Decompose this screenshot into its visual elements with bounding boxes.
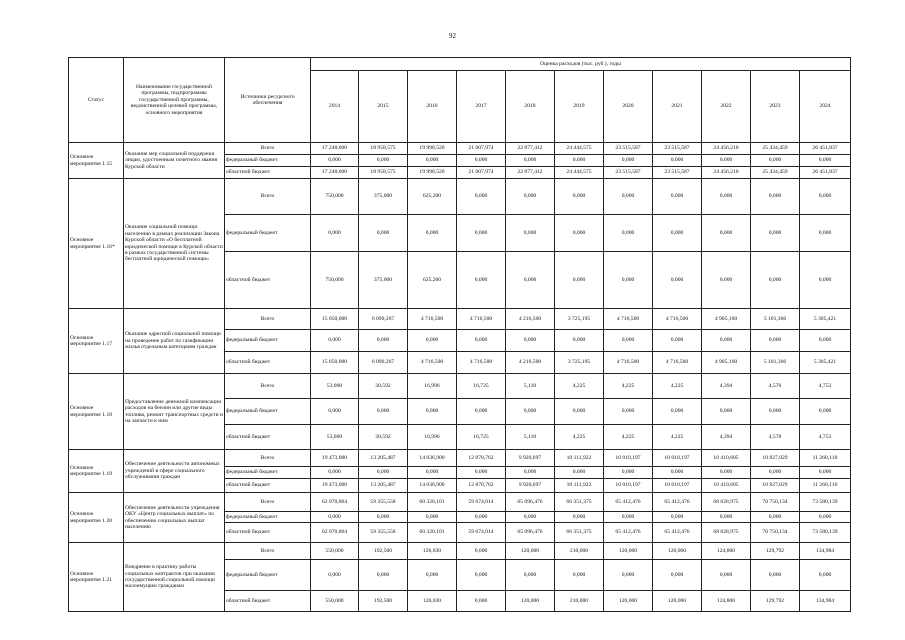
amount-cell: 0,000 [555,560,604,591]
amount-cell: 0,000 [506,330,555,352]
amount-cell: 4 716,500 [653,352,702,374]
amount-cell: 0,000 [653,512,702,523]
amount-cell: 0,000 [702,512,751,523]
amount-cell: 59 355,558 [359,523,408,543]
amount-cell: 0,000 [653,467,702,479]
amount-cell: 134,984 [800,543,851,560]
amount-cell: 5 305,421 [800,309,851,330]
amount-cell: 550,000 [311,591,359,612]
event-name: Оказание мер социальной поддержки лицам, удостоенным почетного звания Курской области [124,143,225,179]
amount-cell: 0,000 [555,399,604,425]
amount-cell: 192,500 [359,591,408,612]
amount-cell: 4,394 [702,425,751,450]
amount-cell: 24 444,575 [555,143,604,155]
amount-cell: 0,000 [604,512,653,523]
funding-source: федеральный бюджет [225,215,311,252]
header-source: Источники ресурсного обеспечения [225,58,311,143]
amount-cell: 120,000 [604,543,653,560]
amount-cell: 62 070,864 [311,523,359,543]
amount-cell: 65 412,476 [653,493,702,512]
page-number: 92 [449,32,456,40]
amount-cell: 0,000 [408,512,457,523]
amount-cell: 0,000 [604,467,653,479]
amount-cell: 12 878,762 [457,479,506,493]
budget-table [68,57,851,612]
amount-cell: 0,000 [311,155,359,167]
amount-cell: 0,000 [311,330,359,352]
amount-cell: 0,000 [751,252,800,309]
amount-cell: 0,000 [506,467,555,479]
amount-cell: 4 716,500 [604,309,653,330]
amount-cell: 17 248,000 [311,167,359,179]
amount-cell: 10 010,197 [604,450,653,467]
amount-cell: 0,000 [751,560,800,591]
amount-cell: 0,000 [457,179,506,215]
amount-cell: 16,996 [408,425,457,450]
amount-cell: 16,996 [408,374,457,399]
event-status: Основное мероприятие 1.17 [69,309,124,374]
amount-cell: 0,000 [311,512,359,523]
amount-cell: 70 750,134 [751,493,800,512]
header-year: 2024 [800,71,851,143]
amount-cell: 14 036,900 [408,450,457,467]
amount-cell: 23 515,587 [653,143,702,155]
amount-cell: 25 434,459 [751,167,800,179]
amount-cell: 210,000 [555,543,604,560]
funding-source: федеральный бюджет [225,512,311,523]
amount-cell: 750,000 [311,252,359,309]
amount-cell: 18 958,575 [359,167,408,179]
amount-cell: 0,000 [751,330,800,352]
funding-source: областной бюджет [225,425,311,450]
event-status: Основное мероприятие 1.18 [69,374,124,450]
amount-cell: 19 473,000 [311,450,359,467]
header-year: 2014 [311,71,359,143]
amount-cell: 21 007,974 [457,143,506,155]
amount-cell: 16,725 [457,425,506,450]
amount-cell: 120,000 [653,543,702,560]
amount-cell: 65 096,476 [506,493,555,512]
event-status: Основное мероприятие 1.20 [69,493,124,543]
amount-cell: 0,000 [800,399,851,425]
amount-cell: 0,000 [359,467,408,479]
amount-cell: 0,000 [359,155,408,167]
amount-cell: 15 050,000 [311,352,359,374]
amount-cell: 4,225 [653,374,702,399]
amount-cell: 4,570 [751,374,800,399]
amount-cell: 4 216,500 [506,309,555,330]
amount-cell: 6 090,267 [359,309,408,330]
amount-cell: 0,000 [653,155,702,167]
amount-cell: 65 412,476 [653,523,702,543]
amount-cell: 0,000 [800,560,851,591]
amount-cell: 65 096,476 [506,523,555,543]
amount-cell: 0,000 [702,330,751,352]
amount-cell: 23 515,587 [604,167,653,179]
amount-cell: 13 205,487 [359,479,408,493]
amount-cell: 120,000 [506,543,555,560]
amount-cell: 0,000 [359,560,408,591]
amount-cell: 550,000 [311,543,359,560]
amount-cell: 68 028,975 [702,493,751,512]
amount-cell: 0,000 [457,215,506,252]
amount-cell: 22 877,412 [506,167,555,179]
amount-cell: 21 007,974 [457,167,506,179]
amount-cell: 210,000 [555,591,604,612]
amount-cell: 3 725,195 [555,352,604,374]
amount-cell: 17 248,000 [311,143,359,155]
amount-cell: 0,000 [555,155,604,167]
header-year: 2015 [359,71,408,143]
amount-cell: 129,792 [751,543,800,560]
header-status: Статус [69,58,124,143]
amount-cell: 4,225 [555,425,604,450]
event-name: Обеспечение деятельности учреждения ОКУ «Центр социальных выплат» по обеспечению социальных выплат населению [124,493,225,543]
amount-cell: 625,200 [408,252,457,309]
amount-cell: 5,110 [506,374,555,399]
amount-cell: 0,000 [751,155,800,167]
amount-cell: 0,000 [408,215,457,252]
funding-source: федеральный бюджет [225,560,311,591]
amount-cell: 60 320,101 [408,523,457,543]
amount-cell: 0,000 [359,399,408,425]
amount-cell: 0,000 [457,252,506,309]
amount-cell: 0,000 [506,399,555,425]
funding-source: Всего [225,543,311,560]
funding-source: Всего [225,374,311,399]
amount-cell: 66 351,375 [555,493,604,512]
amount-cell: 0,000 [555,252,604,309]
event-name: Оказание социальной помощи населению в рамках реализации Закона Курской области «О бесплатной юридической помощи в Курской области в рамках государственной системы бесплатной юридической помощи» [124,179,225,309]
amount-cell: 15 050,000 [311,309,359,330]
table-row [69,493,851,512]
table-row [69,374,851,399]
amount-cell: 375,000 [359,252,408,309]
amount-cell: 0,000 [311,399,359,425]
amount-cell: 5,110 [506,425,555,450]
amount-cell: 0,000 [555,330,604,352]
amount-cell: 0,000 [800,179,851,215]
funding-source: федеральный бюджет [225,399,311,425]
amount-cell: 10 410,605 [702,450,751,467]
amount-cell: 0,000 [457,467,506,479]
header-year: 2022 [702,71,751,143]
amount-cell: 24 456,210 [702,143,751,155]
amount-cell: 0,000 [702,215,751,252]
amount-cell: 120,000 [506,591,555,612]
amount-cell: 0,000 [751,179,800,215]
amount-cell: 18 958,575 [359,143,408,155]
table-row [69,179,851,215]
funding-source: Всего [225,143,311,155]
funding-source: областной бюджет [225,352,311,374]
amount-cell: 0,000 [702,155,751,167]
amount-cell: 65 412,476 [604,523,653,543]
header-name: Наименование государственной программы, подпрограммы государственной программы, ведомственной целевой программы, основного мероприятия [124,58,225,143]
amount-cell: 0,000 [702,399,751,425]
amount-cell: 73 580,139 [800,493,851,512]
amount-cell: 12 878,762 [457,450,506,467]
amount-cell: 4 716,500 [457,352,506,374]
amount-cell: 0,000 [555,512,604,523]
amount-cell: 0,000 [702,467,751,479]
amount-cell: 22 877,412 [506,143,555,155]
amount-cell: 0,000 [800,330,851,352]
amount-cell: 4,225 [604,374,653,399]
amount-cell: 0,000 [457,543,506,560]
amount-cell: 59 355,558 [359,493,408,512]
amount-cell: 0,000 [604,179,653,215]
amount-cell: 0,000 [311,560,359,591]
amount-cell: 10 111,922 [555,450,604,467]
amount-cell: 0,000 [555,215,604,252]
amount-cell: 24 444,575 [555,167,604,179]
amount-cell: 10 410,605 [702,479,751,493]
amount-cell: 0,000 [751,467,800,479]
amount-cell: 0,000 [751,215,800,252]
amount-cell: 126,030 [408,591,457,612]
amount-cell: 19 473,000 [311,479,359,493]
funding-source: Всего [225,450,311,467]
amount-cell: 4,394 [702,374,751,399]
amount-cell: 0,000 [311,467,359,479]
amount-cell: 4,225 [555,374,604,399]
amount-cell: 0,000 [653,252,702,309]
amount-cell: 19 998,520 [408,167,457,179]
amount-cell: 73 580,139 [800,523,851,543]
amount-cell: 0,000 [751,512,800,523]
amount-cell: 4 905,160 [702,309,751,330]
amount-cell: 124,800 [702,543,751,560]
amount-cell: 0,000 [506,179,555,215]
amount-cell: 0,000 [702,252,751,309]
amount-cell: 16,725 [457,374,506,399]
amount-cell: 53,000 [311,425,359,450]
amount-cell: 4 716,500 [408,309,457,330]
table-row [69,543,851,560]
event-status: Основное мероприятие 1.15 [69,143,124,179]
amount-cell: 4 716,500 [653,309,702,330]
amount-cell: 23 515,587 [604,143,653,155]
amount-cell: 10 827,029 [751,479,800,493]
amount-cell: 0,000 [359,512,408,523]
amount-cell: 134,984 [800,591,851,612]
amount-cell: 30,592 [359,374,408,399]
amount-cell: 124,800 [702,591,751,612]
amount-cell: 10 010,197 [604,479,653,493]
amount-cell: 59 674,014 [457,493,506,512]
amount-cell: 0,000 [702,560,751,591]
amount-cell: 0,000 [359,215,408,252]
header-year: 2023 [751,71,800,143]
funding-source: Всего [225,493,311,512]
amount-cell: 0,000 [800,512,851,523]
amount-cell: 0,000 [604,215,653,252]
amount-cell: 65 412,476 [604,493,653,512]
amount-cell: 4,570 [751,425,800,450]
amount-cell: 4 716,500 [457,309,506,330]
amount-cell: 4 905,160 [702,352,751,374]
amount-cell: 30,592 [359,425,408,450]
amount-cell: 9 920,697 [506,479,555,493]
event-status: Основное мероприятие 1.19 [69,450,124,493]
amount-cell: 25 434,459 [751,143,800,155]
amount-cell: 0,000 [555,179,604,215]
amount-cell: 14 036,900 [408,479,457,493]
amount-cell: 0,000 [506,560,555,591]
funding-source: областной бюджет [225,252,311,309]
funding-source: Всего [225,179,311,215]
amount-cell: 0,000 [653,399,702,425]
amount-cell: 0,000 [457,155,506,167]
header-year: 2017 [457,71,506,143]
amount-cell: 0,000 [457,512,506,523]
amount-cell: 0,000 [702,179,751,215]
amount-cell: 5 305,421 [800,352,851,374]
header-year: 2020 [604,71,653,143]
amount-cell: 9 920,697 [506,450,555,467]
funding-source: федеральный бюджет [225,467,311,479]
amount-cell: 4 716,500 [604,352,653,374]
amount-cell: 10 010,197 [653,450,702,467]
amount-cell: 0,000 [506,215,555,252]
amount-cell: 5 101,366 [751,309,800,330]
table-row [69,309,851,330]
amount-cell: 0,000 [653,179,702,215]
amount-cell: 192,500 [359,543,408,560]
funding-source: областной бюджет [225,479,311,493]
table-row [69,450,851,467]
amount-cell: 0,000 [457,591,506,612]
amount-cell: 68 028,975 [702,523,751,543]
amount-cell: 11 260,110 [800,479,851,493]
funding-source: областной бюджет [225,167,311,179]
amount-cell: 0,000 [457,399,506,425]
amount-cell: 0,000 [408,399,457,425]
amount-cell: 5 101,366 [751,352,800,374]
amount-cell: 4,225 [653,425,702,450]
amount-cell: 0,000 [604,330,653,352]
amount-cell: 0,000 [653,330,702,352]
amount-cell: 0,000 [604,155,653,167]
event-name: Внедрение в практику работы социальных контрактов при оказании государственной социальной помощи малоимущим гражданам [124,543,225,612]
amount-cell: 750,000 [311,179,359,215]
amount-cell: 0,000 [604,399,653,425]
amount-cell: 0,000 [506,512,555,523]
amount-cell: 0,000 [800,155,851,167]
amount-cell: 4,225 [604,425,653,450]
amount-cell: 0,000 [506,252,555,309]
amount-cell: 0,000 [457,560,506,591]
funding-source: областной бюджет [225,523,311,543]
amount-cell: 13 205,487 [359,450,408,467]
amount-cell: 375,000 [359,179,408,215]
amount-cell: 0,000 [653,215,702,252]
event-name: Предоставление денежной компенсации расходов на бензин или другие виды топлива, ремонт транспортных средств и на запчасти к ним [124,374,225,450]
header-year: 2019 [555,71,604,143]
header-year: 2021 [653,71,702,143]
amount-cell: 19 998,520 [408,143,457,155]
amount-cell: 625,200 [408,179,457,215]
funding-source: областной бюджет [225,591,311,612]
amount-cell: 53,000 [311,374,359,399]
amount-cell: 129,792 [751,591,800,612]
amount-cell: 120,000 [653,591,702,612]
event-name: Оказание адресной социальной помощи на проведение работ по газификации жилья отдельным категориям граждан [124,309,225,374]
amount-cell: 10 827,029 [751,450,800,467]
amount-cell: 4 716,500 [408,352,457,374]
amount-cell: 0,000 [604,252,653,309]
amount-cell: 0,000 [457,330,506,352]
amount-cell: 10 010,197 [653,479,702,493]
amount-cell: 0,000 [408,467,457,479]
amount-cell: 24 456,210 [702,167,751,179]
amount-cell: 4 216,500 [506,352,555,374]
amount-cell: 126,030 [408,543,457,560]
amount-cell: 0,000 [359,330,408,352]
funding-source: Всего [225,309,311,330]
amount-cell: 120,000 [604,591,653,612]
amount-cell: 6 090,267 [359,352,408,374]
amount-cell: 0,000 [311,215,359,252]
amount-cell: 66 351,375 [555,523,604,543]
header-estimate: Оценка расходов (тыс. руб.), годы [311,58,851,71]
header-year: 2018 [506,71,555,143]
amount-cell: 0,000 [604,560,653,591]
amount-cell: 0,000 [800,215,851,252]
amount-cell: 0,000 [408,560,457,591]
amount-cell: 26 451,837 [800,143,851,155]
event-status: Основное мероприятие 1.21 [69,543,124,612]
amount-cell: 0,000 [506,155,555,167]
funding-source: федеральный бюджет [225,155,311,167]
amount-cell: 4,753 [800,374,851,399]
amount-cell: 59 674,014 [457,523,506,543]
table-row [69,143,851,155]
funding-source: федеральный бюджет [225,330,311,352]
amount-cell: 26 451,837 [800,167,851,179]
amount-cell: 0,000 [408,155,457,167]
event-name: Обеспечение деятельности автономных учреждений в сфере социального обслуживания граждан [124,450,225,493]
amount-cell: 3 725,195 [555,309,604,330]
amount-cell: 0,000 [800,467,851,479]
amount-cell: 11 260,110 [800,450,851,467]
amount-cell: 23 515,587 [653,167,702,179]
amount-cell: 0,000 [800,252,851,309]
amount-cell: 70 750,134 [751,523,800,543]
amount-cell: 0,000 [555,467,604,479]
amount-cell: 4,753 [800,425,851,450]
amount-cell: 60 320,101 [408,493,457,512]
amount-cell: 0,000 [408,330,457,352]
header-year: 2016 [408,71,457,143]
amount-cell: 0,000 [751,399,800,425]
event-status: Основное мероприятие 1.16* [69,179,124,309]
amount-cell: 62 070,864 [311,493,359,512]
amount-cell: 0,000 [653,560,702,591]
amount-cell: 10 111,922 [555,479,604,493]
